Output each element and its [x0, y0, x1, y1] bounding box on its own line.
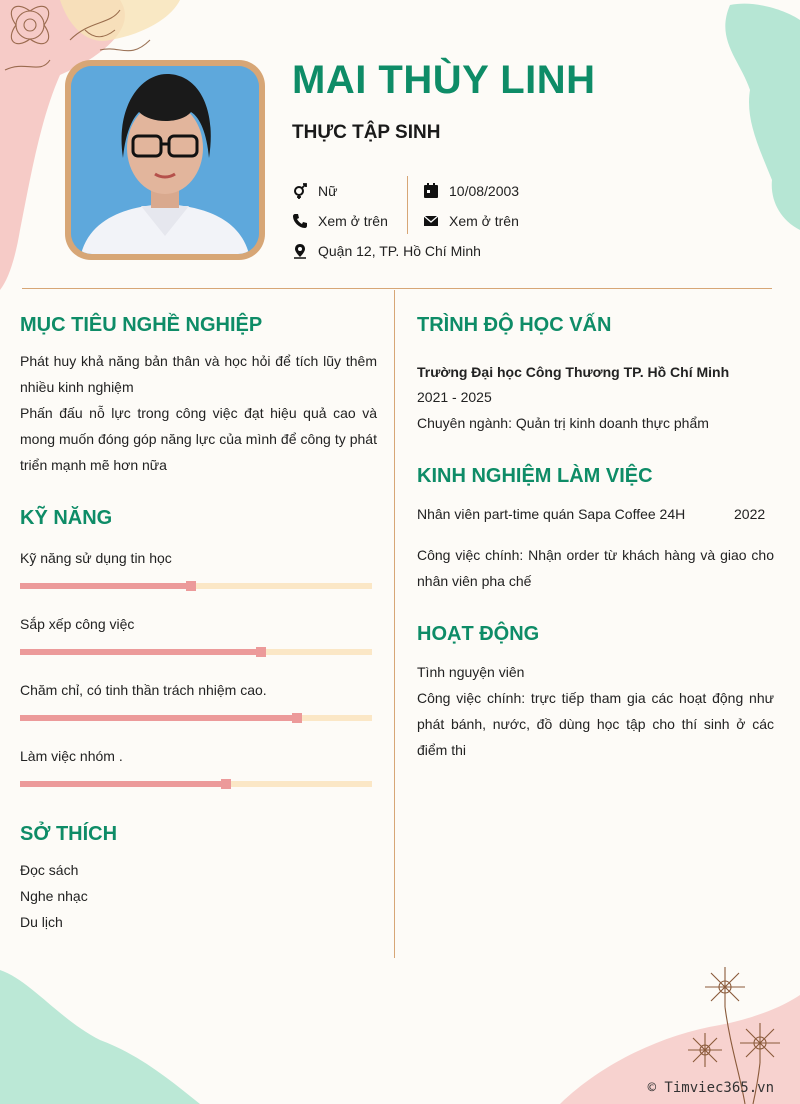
activities-heading: HOẠT ĐỘNG: [417, 623, 540, 645]
skill-bar: [20, 649, 372, 655]
objective-line: Phát huy khả năng bản thân và học hỏi để tích lũy thêm nhiều kinh nghiệm: [20, 353, 377, 395]
experience-heading: KINH NGHIỆM LÀM VIỆC: [417, 465, 653, 487]
job-position: THỰC TẬP SINH: [292, 122, 441, 143]
hobby-item: Du lịch: [20, 914, 63, 930]
address-info: [292, 243, 481, 259]
skill-bar-knob: [186, 581, 196, 591]
skill-bar-fill: [20, 781, 226, 787]
address-value: Quận 12, TP. Hồ Chí Minh: [318, 243, 481, 259]
skill-bar-fill: [20, 583, 191, 589]
skill-bar: [20, 583, 372, 589]
skill-label: Sắp xếp công việc: [20, 616, 135, 632]
education-major: Chuyên ngành: Quản trị kinh doanh thực phẩm: [417, 415, 709, 431]
education-years: 2021 - 2025: [417, 389, 492, 405]
birthdate-value: 10/08/2003: [449, 183, 520, 199]
activity-description: Công việc chính: trực tiếp tham gia các hoạt động như phát bánh, nước, đồ dùng học tập cho thí sinh ở các điểm thi: [417, 690, 774, 758]
gender-value: Nữ: [318, 183, 338, 199]
skill-label: Chăm chỉ, có tinh thần trách nhiệm cao.: [20, 682, 267, 698]
phone-info: [292, 213, 388, 229]
education-heading: TRÌNH ĐỘ HỌC VẤN: [417, 314, 612, 336]
objective-heading: MỤC TIÊU NGHỀ NGHIỆP: [20, 314, 263, 336]
avatar-frame: [65, 60, 265, 260]
header-divider: [407, 176, 408, 234]
skill-bar-fill: [20, 649, 261, 655]
copyright-text: © Timviec365.vn: [647, 1080, 774, 1096]
objective-text: [20, 348, 377, 478]
gender-icon: [292, 183, 308, 199]
experience-role: Nhân viên part-time quán Sapa Coffee 24H: [417, 506, 686, 522]
activity-role: Tình nguyện viên: [417, 664, 525, 680]
skill-label: Làm việc nhóm .: [20, 748, 123, 764]
experience-description: Công việc chính: Nhận order từ khách hàng và giao cho nhân viên pha chế: [417, 547, 774, 589]
avatar: [71, 66, 259, 254]
location-pin-icon: [292, 243, 308, 259]
phone-icon: [292, 213, 308, 229]
envelope-icon: [423, 213, 439, 229]
skill-bar-knob: [221, 779, 231, 789]
phone-value: Xem ở trên: [318, 213, 388, 229]
calendar-icon: [423, 183, 439, 199]
objective-line: Phấn đấu nỗ lực trong công việc đạt hiệu quả cao và mong muốn đóng góp năng lực của mình để công ty phát triển mạnh mẽ hơn nữa: [20, 405, 377, 473]
email-info: [423, 213, 519, 229]
bottom-left-watercolor-decoration: [0, 960, 220, 1104]
hobby-item: Đọc sách: [20, 862, 79, 878]
skill-bar-knob: [256, 647, 266, 657]
skill-bar: [20, 715, 372, 721]
skill-bar-knob: [292, 713, 302, 723]
skills-heading: KỸ NĂNG: [20, 507, 113, 529]
birthdate-info: [423, 183, 519, 199]
school-name: Trường Đại học Công Thương TP. Hồ Chí Minh: [417, 364, 730, 380]
skill-bar-fill: [20, 715, 297, 721]
skill-label: Kỹ năng sử dụng tin học: [20, 550, 172, 566]
gender-info: [292, 183, 337, 199]
skill-bar: [20, 781, 372, 787]
top-right-watercolor-decoration: [700, 0, 800, 240]
hobby-item: Nghe nhạc: [20, 888, 88, 904]
candidate-name: MAI THÙY LINH: [292, 58, 596, 102]
hobbies-heading: SỞ THÍCH: [20, 823, 118, 845]
email-value: Xem ở trên: [449, 213, 519, 229]
experience-year: 2022: [734, 506, 766, 522]
column-divider: [394, 290, 395, 958]
header-separator: [22, 288, 772, 289]
